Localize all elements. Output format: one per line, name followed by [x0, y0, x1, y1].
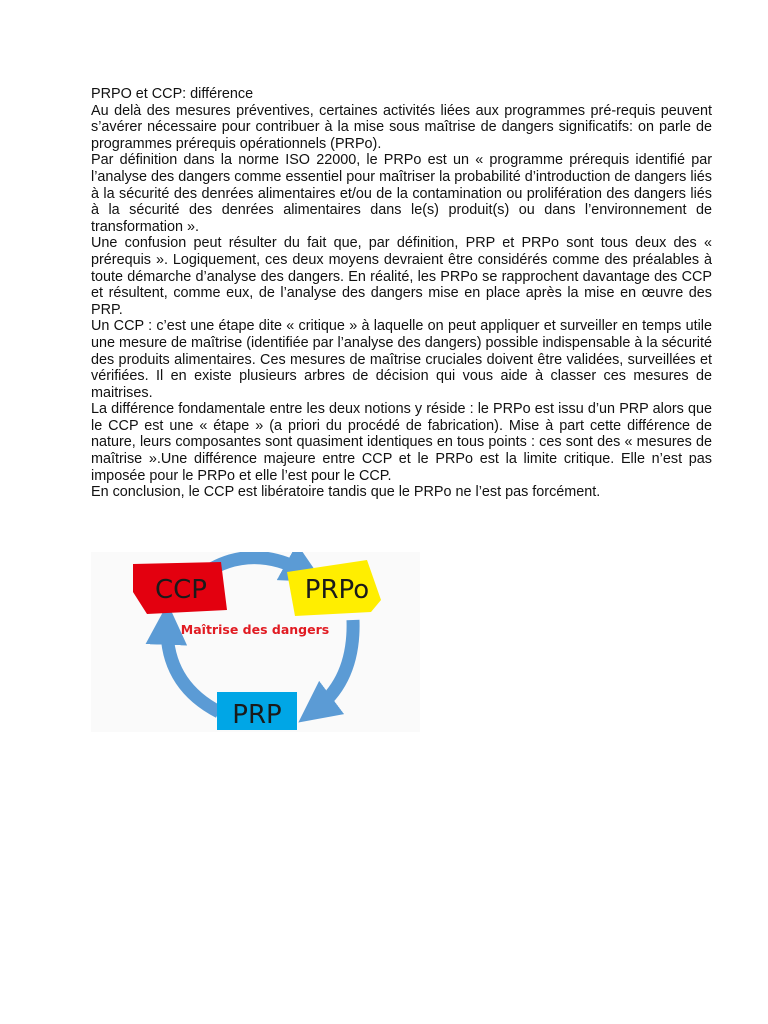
ccp-box [133, 562, 227, 614]
prpo-label: PRPo [304, 575, 370, 605]
paragraph-confusion: Une confusion peut résulter du fait que, par définition, PRP et PRPo sont tous deux des « prérequis ». Logiquement, ces deux moyens devraient être considérés comme des préalables à toute démarche d’analyse des dangers. En réalité, les PRPo se rapprochent davantage des CCP et résultent, comme eux, de l’analyse des dangers mise en place après la mise en œuvre des PRP. [91, 235, 712, 318]
paragraph-ccp: Un CCP : c’est une étape dite « critique » à laquelle on peut appliquer et surveiller en temps utile une mesure de maîtrise (identifiée par l’analyse des dangers) possible indispensable à la sécurité des produits alimentaires. Ces mesures de maîtrise cruciales doivent être validées, surveillées et vérifiées. Il en existe plusieurs arbres de décision qui vous aide à classer ces mesures de maitrises. [91, 318, 712, 401]
cycle-diagram-svg [91, 552, 420, 732]
prp-box [217, 692, 297, 730]
document-body [91, 86, 712, 501]
cycle-diagram [91, 552, 420, 732]
paragraph-intro: Au delà des mesures préventives, certaines activités liées aux programmes pré-requis peuvent s’avérer nécessaire pour contribuer à la mise sous maîtrise de dangers significatifs: on parle de programmes prérequis opérationnels (PRPo). [91, 102, 712, 152]
center-label: Maîtrise des dangers [180, 622, 330, 637]
paragraph-conclusion: En conclusion, le CCP est libératoire tandis que le PRPo ne l’est pas forcément. [91, 484, 601, 501]
paragraph-definition: Par définition dans la norme ISO 22000, le PRPo est un « programme prérequis identifié par l’analyse des dangers comme essentiel pour maîtriser la probabilité d’introduction de dangers liés à la sécurité des denrées alimentaires et/ou de la contamination ou prolifération des dangers liés à la sécurité des denrées alimentaires dans le(s) produit(s) ou dans l’environnement de transformation ». [91, 152, 712, 235]
prp-label: PRP [232, 700, 282, 730]
ccp-label: CCP [155, 575, 207, 605]
document-title: PRPO et CCP: différence [91, 86, 254, 102]
arrow-prp-to-ccp [167, 624, 219, 712]
paragraph-difference: La différence fondamentale entre les deux notions y réside : le PRPo est issu d’un PRP alors que le CCP est une « étape » (a priori du procédé de fabrication). Mise à part cette différence de nature, leurs composantes sont quasiment identiques en tous points : ces sont des « mesures de maîtrise ».Une différence majeure entre CCP et le PRPo est la limite critique. Elle n’est pas imposée pour le PRPo et elle l’est pour le CCP. [91, 401, 712, 484]
